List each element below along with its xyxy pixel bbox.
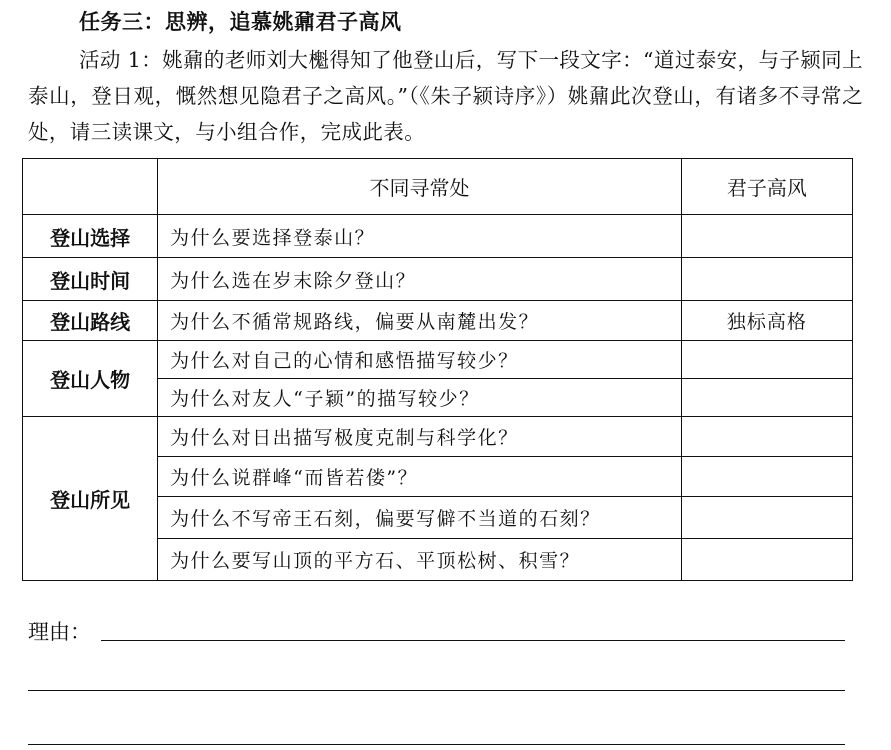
table-row bbox=[23, 301, 853, 341]
reason-label: 理由： bbox=[28, 620, 91, 644]
header-cell-blank bbox=[23, 159, 158, 215]
category-cell: 登山所见 bbox=[23, 417, 158, 581]
reason-answer-line-3[interactable] bbox=[28, 744, 845, 745]
category-cell: 登山路线 bbox=[23, 301, 158, 341]
category-cell: 登山选择 bbox=[23, 215, 158, 258]
question-cell: 为什么对友人“子颖”的描写较少？ bbox=[158, 379, 682, 417]
question-cell: 为什么对自己的心情和感悟描写较少？ bbox=[158, 341, 682, 379]
activity-paragraph: 活动 1：姚鼐的老师刘大櫆得知了他登山后，写下一段文字：“道过泰安，与子颍同上泰山，登日观，慨然想见隐君子之高风。”（《朱子颍诗序》）姚鼐此次登山，有诸多不寻常之处，请三读课文，与小组合作，完成此表。 bbox=[28, 48, 863, 144]
category-cell: 登山时间 bbox=[23, 258, 158, 301]
table-row bbox=[23, 341, 853, 379]
table-header-row bbox=[23, 159, 853, 215]
question-cell: 为什么对日出描写极度克制与科学化？ bbox=[158, 417, 682, 457]
answer-cell[interactable] bbox=[681, 341, 852, 379]
answer-cell[interactable] bbox=[681, 417, 852, 457]
answer-cell[interactable] bbox=[681, 215, 852, 258]
header-cell-virtue: 君子高风 bbox=[681, 159, 852, 215]
reason-answer-line-1[interactable] bbox=[101, 640, 845, 641]
analysis-table bbox=[22, 158, 853, 581]
question-cell: 为什么说群峰“而皆若偻”？ bbox=[158, 457, 682, 497]
question-cell: 为什么不循常规路线，偏要从南麓出发？ bbox=[158, 301, 682, 341]
answer-cell[interactable] bbox=[681, 258, 852, 301]
table-row bbox=[23, 215, 853, 258]
header-cell-unusual: 不同寻常处 bbox=[158, 159, 682, 215]
question-cell: 为什么不写帝王石刻，偏要写僻不当道的石刻？ bbox=[158, 497, 682, 539]
answer-cell[interactable] bbox=[681, 379, 852, 417]
question-cell: 为什么要选择登泰山？ bbox=[158, 215, 682, 258]
category-cell: 登山人物 bbox=[23, 341, 158, 417]
table-row bbox=[23, 417, 853, 457]
question-cell: 为什么要写山顶的平方石、平顶松树、积雪？ bbox=[158, 539, 682, 581]
answer-cell[interactable] bbox=[681, 457, 852, 497]
answer-cell[interactable]: 独标高格 bbox=[681, 301, 852, 341]
table-row bbox=[23, 258, 853, 301]
question-cell: 为什么选在岁末除夕登山？ bbox=[158, 258, 682, 301]
answer-cell[interactable] bbox=[681, 539, 852, 581]
answer-cell[interactable] bbox=[681, 497, 852, 539]
task-title: 任务三：思辨，追慕姚鼐君子高风 bbox=[79, 10, 402, 34]
reason-answer-line-2[interactable] bbox=[28, 690, 845, 691]
